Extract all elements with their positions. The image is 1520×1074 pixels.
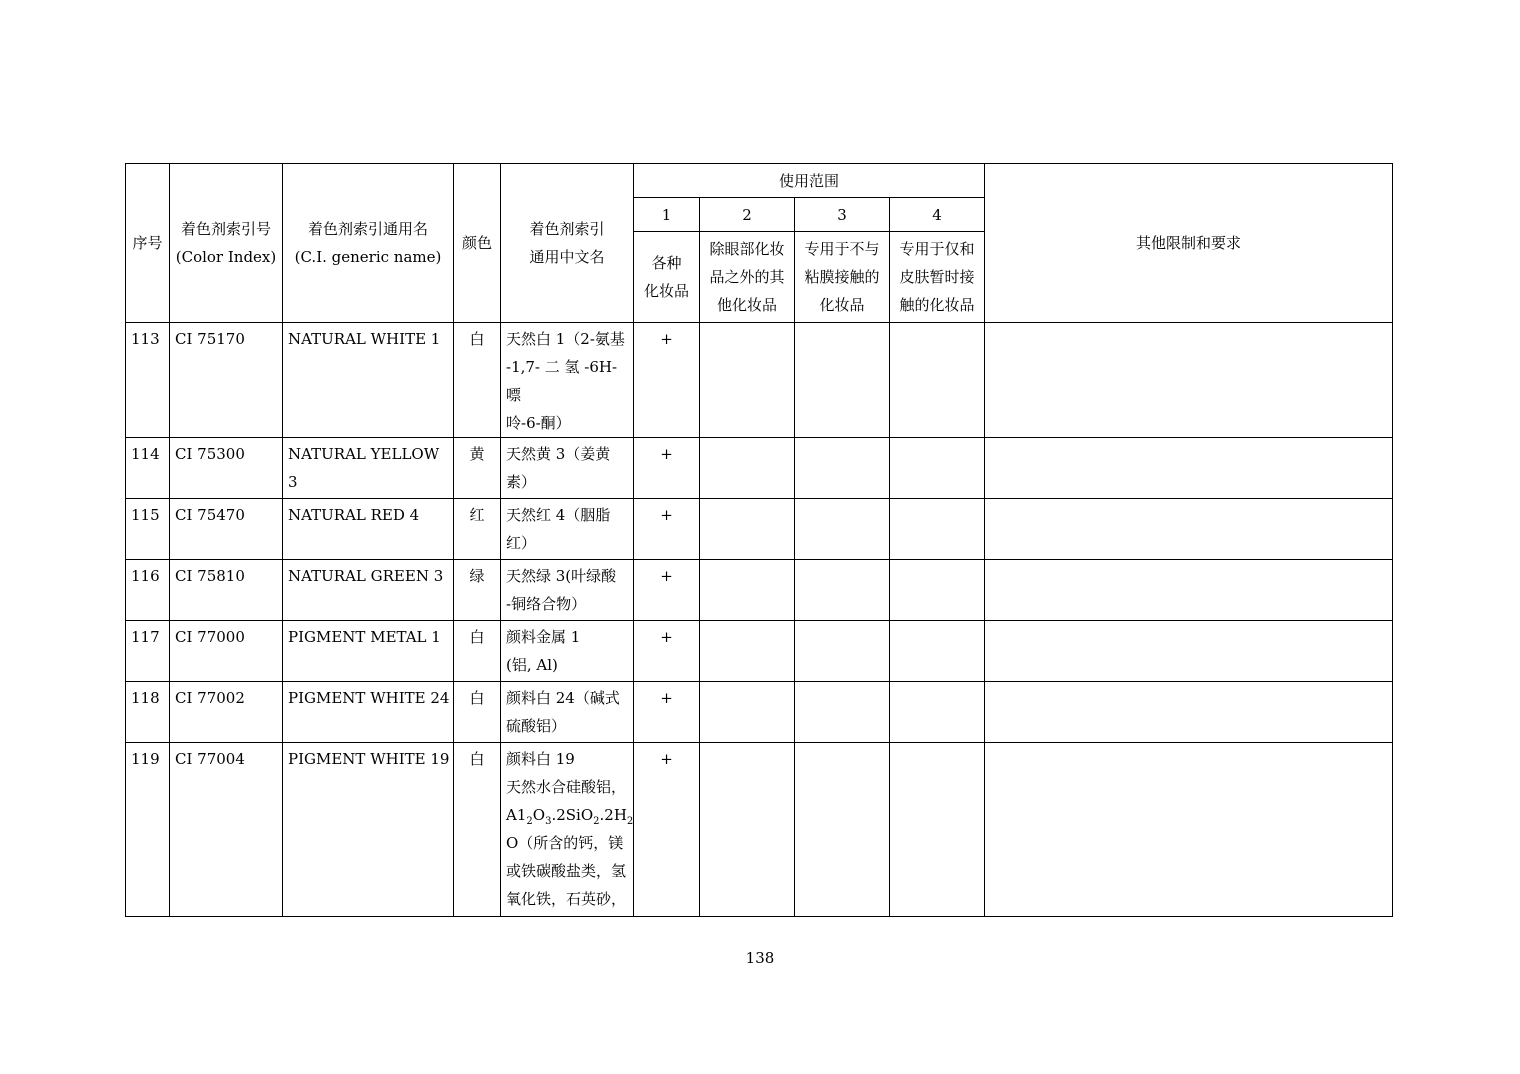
generic-name-cell: NATURAL YELLOW 3 xyxy=(283,438,454,499)
scope-3-cell xyxy=(795,621,890,682)
scope-3-cell xyxy=(795,323,890,438)
table-row xyxy=(126,682,1393,743)
chinese-name-line: 素） xyxy=(506,473,537,491)
header-generic-name-en: (C.I. generic name) xyxy=(294,248,442,266)
formula-subscript: 2 xyxy=(626,816,634,827)
header-scope-2-line3: 他化妆品 xyxy=(716,296,777,314)
generic-name-cell: PIGMENT METAL 1 xyxy=(283,621,454,682)
table-row xyxy=(126,499,1393,560)
formula-subscript: 2 xyxy=(526,816,533,827)
other-cell xyxy=(985,743,1393,917)
ci-cell: CI 77004 xyxy=(170,743,283,917)
header-scope-2-line1: 除眼部化妆 xyxy=(709,240,785,258)
header-scope-title: 使用范围 xyxy=(634,164,985,198)
header-scope-1-line1: 各种 xyxy=(651,254,682,272)
generic-name-cell: PIGMENT WHITE 19 xyxy=(283,743,454,917)
formula-part: .2SiO xyxy=(551,806,594,824)
scope-2-cell xyxy=(700,682,795,743)
header-scope-1-line2: 化妆品 xyxy=(643,282,689,300)
chinese-name-line: 红） xyxy=(506,534,537,552)
table-row xyxy=(126,438,1393,499)
chinese-name-line: 呤-6-酮） xyxy=(506,414,571,432)
chinese-name-line: 天然水合硅酸铝， xyxy=(506,778,627,796)
formula-part: .2H xyxy=(599,806,627,824)
color-cell: 白 xyxy=(454,621,501,682)
ci-cell: CI 77000 xyxy=(170,621,283,682)
header-other: 其他限制和要求 xyxy=(985,164,1393,323)
scope-3-cell xyxy=(795,499,890,560)
chinese-name-cell xyxy=(501,682,634,743)
header-scope-3-line2: 粘膜接触的 xyxy=(804,268,880,286)
scope-2-cell xyxy=(700,438,795,499)
chinese-name-cell xyxy=(501,743,634,917)
header-scope-3-line3: 化妆品 xyxy=(819,296,865,314)
generic-name-cell: PIGMENT WHITE 24 xyxy=(283,682,454,743)
color-cell: 红 xyxy=(454,499,501,560)
ci-cell: CI 75300 xyxy=(170,438,283,499)
seq-cell: 115 xyxy=(126,499,170,560)
header-seq: 序号 xyxy=(126,164,170,323)
seq-cell: 114 xyxy=(126,438,170,499)
chinese-name-line: 或铁碳酸盐类，氢 xyxy=(506,862,627,880)
scope-3-cell xyxy=(795,743,890,917)
formula-subscript: 2 xyxy=(593,816,600,827)
header-row xyxy=(126,164,1393,198)
ci-cell: CI 75470 xyxy=(170,499,283,560)
scope-4-cell xyxy=(890,560,985,621)
header-color-index-en: (Color Index) xyxy=(175,248,277,266)
scope-1-cell: + xyxy=(634,499,700,560)
header-chinese-name-line1: 着色剂索引 xyxy=(529,220,605,238)
scope-3-cell xyxy=(795,560,890,621)
generic-name-cell: NATURAL GREEN 3 xyxy=(283,560,454,621)
ci-cell: CI 75810 xyxy=(170,560,283,621)
chinese-name-line: 颜料白 24（碱式 xyxy=(506,689,620,707)
color-cell: 白 xyxy=(454,743,501,917)
scope-1-cell: + xyxy=(634,560,700,621)
table-row xyxy=(126,743,1393,917)
header-color-index xyxy=(170,164,283,323)
header-color: 颜色 xyxy=(454,164,501,323)
scope-1-cell: + xyxy=(634,621,700,682)
header-scope-2-line2: 品之外的其 xyxy=(709,268,785,286)
header-scope-4-line1: 专用于仅和 xyxy=(899,240,975,258)
other-cell xyxy=(985,560,1393,621)
chinese-name-line: 氧化铁，石英砂， xyxy=(506,890,627,908)
scope-4-cell xyxy=(890,682,985,743)
ci-cell: CI 77002 xyxy=(170,682,283,743)
chinese-name-line: 天然绿 3(叶绿酸 xyxy=(506,567,617,585)
color-index-table xyxy=(125,163,1393,917)
scope-4-cell xyxy=(890,621,985,682)
color-cell: 绿 xyxy=(454,560,501,621)
chinese-name-line: 天然黄 3（姜黄 xyxy=(506,445,611,463)
formula-part: A1 xyxy=(506,806,527,824)
chinese-name-cell xyxy=(501,621,634,682)
scope-2-cell xyxy=(700,743,795,917)
header-scope-3 xyxy=(795,232,890,323)
chinese-name-line: -1,7- 二 氢 -6H- 嘌 xyxy=(506,358,618,404)
table-row xyxy=(126,560,1393,621)
other-cell xyxy=(985,682,1393,743)
header-generic-name xyxy=(283,164,454,323)
header-scope-1 xyxy=(634,232,700,323)
chinese-name-line: 天然红 4（胭脂 xyxy=(506,506,611,524)
chinese-name-line: 硫酸铝） xyxy=(506,717,567,735)
scope-4-cell xyxy=(890,743,985,917)
generic-name-cell: NATURAL RED 4 xyxy=(283,499,454,560)
scope-4-cell xyxy=(890,499,985,560)
header-scope-number-4: 4 xyxy=(890,198,985,232)
seq-cell: 117 xyxy=(126,621,170,682)
chinese-name-cell xyxy=(501,323,634,438)
seq-cell: 116 xyxy=(126,560,170,621)
chinese-name-cell xyxy=(501,560,634,621)
scope-1-cell: + xyxy=(634,743,700,917)
chinese-name-line: 天然白 1（2-氨基 xyxy=(506,330,625,348)
chinese-name-line: -铜络合物） xyxy=(506,595,587,613)
header-scope-4 xyxy=(890,232,985,323)
chemical-formula xyxy=(506,801,633,829)
scope-1-cell: + xyxy=(634,438,700,499)
header-chinese-name-line2: 通用中文名 xyxy=(529,248,605,266)
other-cell xyxy=(985,621,1393,682)
chinese-name-cell xyxy=(501,499,634,560)
color-cell: 白 xyxy=(454,323,501,438)
scope-3-cell xyxy=(795,682,890,743)
chinese-name-line: O（所含的钙，镁 xyxy=(506,834,624,852)
scope-1-cell: + xyxy=(634,323,700,438)
other-cell xyxy=(985,323,1393,438)
header-generic-name-cn: 着色剂索引通用名 xyxy=(307,220,428,238)
chinese-name-line: 颜料白 19 xyxy=(506,750,575,768)
chinese-name-line: 颜料金属 1 xyxy=(506,628,581,646)
scope-1-cell: + xyxy=(634,682,700,743)
ci-cell: CI 75170 xyxy=(170,323,283,438)
header-scope-4-line2: 皮肤暂时接 xyxy=(899,268,975,286)
color-cell: 黄 xyxy=(454,438,501,499)
scope-2-cell xyxy=(700,323,795,438)
header-chinese-name xyxy=(501,164,634,323)
header-scope-number-1: 1 xyxy=(634,198,700,232)
seq-cell: 118 xyxy=(126,682,170,743)
header-scope-3-line1: 专用于不与 xyxy=(804,240,880,258)
formula-subscript: 3 xyxy=(545,816,552,827)
page-number: 138 xyxy=(745,949,775,967)
header-scope-number-2: 2 xyxy=(700,198,795,232)
scope-2-cell xyxy=(700,560,795,621)
chinese-name-cell xyxy=(501,438,634,499)
other-cell xyxy=(985,499,1393,560)
scope-4-cell xyxy=(890,323,985,438)
scope-2-cell xyxy=(700,621,795,682)
scope-3-cell xyxy=(795,438,890,499)
chinese-name-line: (铝, Al) xyxy=(506,656,558,674)
seq-cell: 119 xyxy=(126,743,170,917)
scope-2-cell xyxy=(700,499,795,560)
generic-name-cell: NATURAL WHITE 1 xyxy=(283,323,454,438)
header-scope-4-line3: 触的化妆品 xyxy=(899,296,975,314)
scope-4-cell xyxy=(890,438,985,499)
color-cell: 白 xyxy=(454,682,501,743)
header-scope-number-3: 3 xyxy=(795,198,890,232)
formula-part: O xyxy=(532,806,546,824)
table-row xyxy=(126,323,1393,438)
table-row xyxy=(126,621,1393,682)
header-scope-2 xyxy=(700,232,795,323)
seq-cell: 113 xyxy=(126,323,170,438)
other-cell xyxy=(985,438,1393,499)
header-color-index-cn: 着色剂索引号 xyxy=(180,220,271,238)
